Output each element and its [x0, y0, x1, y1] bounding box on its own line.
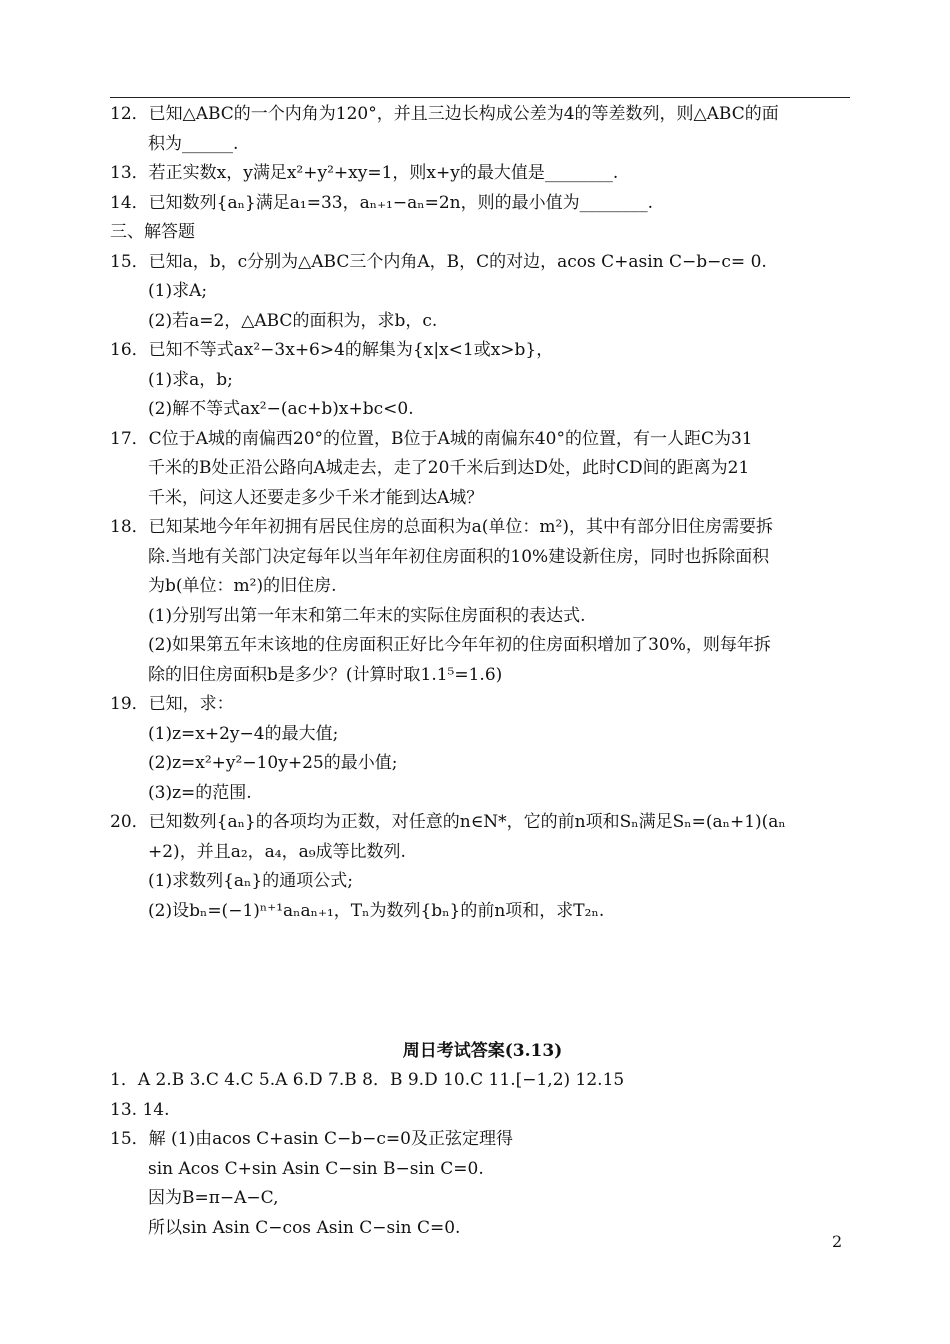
q13-line-1: 13．若正实数x，y满足x²+y²+xy=1，则x+y的最大值是________.: [110, 163, 619, 183]
q18-line-6: 除的旧住房面积b是多少？(计算时取1.1⁵=1.6): [148, 664, 503, 685]
q16-line-3: (2)解不等式ax²−(ac+b)x+bc<0.: [148, 399, 414, 419]
q19-line-3: (2)z=x²+y²−10y+25的最小值;: [148, 753, 398, 773]
q18-line-5: (2)如果第五年末该地的住房面积正好比今年年初的住房面积增加了30%，则每年拆: [148, 635, 771, 655]
q16-line-1: 16．已知不等式ax²−3x+6>4的解集为{x|x<1或x>b}，: [110, 340, 554, 360]
q20-line-2: +2)，并且a₂，a₄，a₉成等比数列.: [148, 841, 406, 862]
q17-line-3: 千米，问这人还要走多少千米才能到达A城？: [148, 487, 484, 508]
questions-block: [110, 100, 855, 926]
q18-line-4: (1)分别写出第一年末和第二年末的实际住房面积的表达式.: [148, 605, 586, 626]
q15-line-3: (2)若a=2，△ABC的面积为，求b，c.: [148, 310, 438, 331]
q19-line-1: 19．已知，求：: [110, 694, 234, 714]
answers-line-1: 1．A 2.B 3.C 4.C 5.A 6.D 7.B 8．B 9.D 10.C 11.[−1,2) 12.15: [110, 1070, 625, 1090]
q12-line-1: 12．已知△ABC的一个内角为120°，并且三边长构成公差为4的等差数列，则△ABC的面: [110, 104, 779, 124]
q17-line-2: 千米的B处正沿公路向A城走去，走了20千米后到达D处，此时CD间的距离为21: [148, 458, 750, 478]
q15-line-1: 15．已知a，b，c分别为△ABC三个内角A，B，C的对边，acos C+asin C−b−c= 0.: [110, 251, 767, 272]
q14-line-1: 14．已知数列{aₙ}满足a₁=33，aₙ₊₁−aₙ=2n，则的最小值为________.: [110, 192, 654, 213]
answers-title: 周日考试答案(3.13): [402, 1041, 563, 1061]
answers-line-3: 15．解 (1)由acos C+asin C−b−c=0及正弦定理得: [110, 1129, 513, 1149]
q20-line-3: (1)求数列{aₙ}的通项公式;: [148, 871, 353, 891]
answers-block: [110, 1036, 855, 1243]
q20-line-1: 20．已知数列{aₙ}的各项均为正数，对任意的n∈N*，它的前n项和Sₙ满足Sₙ=(aₙ+1)(aₙ: [110, 812, 786, 832]
q18-line-2: 除.当地有关部门决定每年以当年年初住房面积的10%建设新住房，同时也拆除面积: [148, 546, 770, 567]
section-3-heading: 三、解答题: [110, 222, 195, 242]
answers-line-6: 所以sin Asin C−cos Asin C−sin C=0.: [148, 1217, 461, 1238]
q15-line-2: (1)求A;: [148, 281, 208, 301]
answers-line-4: sin Acos C+sin Asin C−sin B−sin C=0.: [148, 1158, 484, 1179]
q19-line-2: (1)z=x+2y−4的最大值;: [148, 723, 339, 744]
q20-line-4: (2)设bₙ=(−1)ⁿ⁺¹aₙaₙ₊₁，Tₙ为数列{bₙ}的前n项和，求T₂ₙ.: [148, 900, 605, 921]
q16-line-2: (1)求a，b;: [148, 369, 233, 390]
header-rule: [110, 97, 850, 98]
q19-line-4: (3)z=的范围.: [148, 782, 252, 803]
page-number: 2: [832, 1232, 843, 1251]
q12-line-2: 积为______.: [148, 133, 239, 154]
answers-line-2: 13. 14.: [110, 1099, 170, 1120]
q18-line-1: 18．已知某地今年年初拥有居民住房的总面积为a(单位：m²)，其中有部分旧住房需要拆: [110, 517, 773, 537]
answers-line-5: 因为B=π−A−C,: [148, 1188, 279, 1208]
q18-line-3: 为b(单位：m²)的旧住房.: [148, 576, 337, 596]
q17-line-1: 17．C位于A城的南偏西20°的位置，B位于A城的南偏东40°的位置，有一人距C为31: [110, 428, 753, 449]
